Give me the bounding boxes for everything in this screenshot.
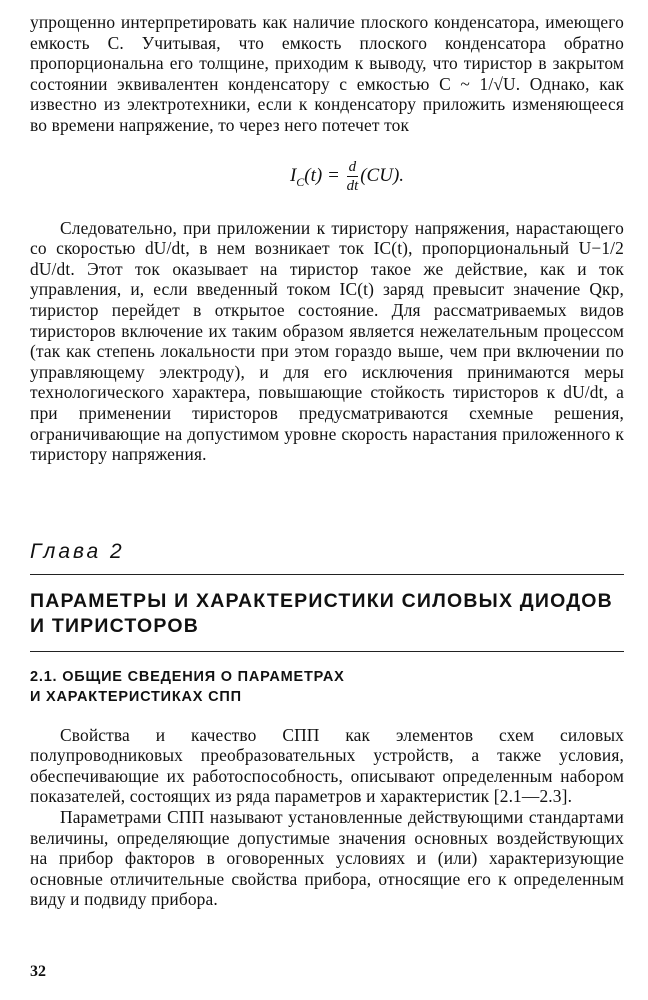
formula-lhs-subscript: C (296, 174, 305, 189)
fraction-denominator: dt (346, 177, 359, 194)
paragraph-properties: Свойства и качество СПП как элементов схем силовых полупроводниковых преобразовательных устройств, а также условия, обеспечивающие их работоспособность, описывают определенным набором показателей, состоящих из ряда параметров и характеристик [2.1—2.3]. (30, 724, 624, 807)
formula-rhs: (CU). (360, 164, 405, 186)
chapter-label: Глава 2 (30, 539, 125, 563)
fraction-numerator: d (347, 158, 359, 177)
chapter-bottom-rule (30, 651, 624, 652)
paragraph-intro: упрощенно интерпретировать как наличие плоского конденсатора, имеющего емкость C. Учитывая, что емкость плоского конденсатора обратно пропорциональна его толщине, приходим к выводу, что тиристор в закрытом состоянии эквивалентен конденсатору с емкостью C ~ 1/√U. Однако, как известно из электротехники, если к конденсатору приложить изменяющееся во времени напряжение, то через него потечет ток (30, 12, 624, 135)
chapter-top-rule (30, 574, 624, 575)
section-title (30, 667, 624, 707)
formula-capacitor-current (70, 152, 624, 200)
page-content (30, 12, 624, 910)
section-title-line-2: И ХАРАКТЕРИСТИКАХ СПП (30, 688, 242, 705)
section-title-line-1: 2.1. ОБЩИЕ СВЕДЕНИЯ О ПАРАМЕТРАХ (30, 668, 345, 685)
paragraph-dudt-effect: Следовательно, при приложении к тиристору напряжения, нарастающего со скоростью dU/dt, в нем возникает ток IC(t), пропорциональный U−1/2 dU/dt. Этот ток оказывает на тиристор такое же действие, как и ток управления, и, если введенный током IC(t) заряд превысит значение Qкр, тиристор перейдет в открытое состояние. Для рассматриваемых видов тиристоров включение их таким образом является нежелательным процессом (так как степень локальности при этом гораздо выше, чем при включении по управляющему электроду), и для его исключения принимаются меры технологического характера, повышающие стойкость тиристоров к dU/dt, а при применении тиристоров предусматриваются схемные решения, ограничивающие на допустимом уровне скорость нарастания приложенного к тиристору напряжения. (30, 217, 624, 465)
formula-lhs: I (289, 164, 297, 186)
chapter-title: ПАРАМЕТРЫ И ХАРАКТЕРИСТИКИ СИЛОВЫХ ДИОДОВ И ТИРИСТОРОВ (30, 589, 613, 637)
page-number: 32 (30, 963, 46, 980)
formula-lhs-arg: (t) = (304, 164, 340, 186)
formula-derivative-fraction (347, 158, 359, 195)
paragraph-parameters-definition: Параметрами СПП называют установленные действующими стандартами величины, определяющие допустимые значения основных воздействующих на прибор факторов в оговоренных условиях и (или) характеризующие основные отличительные свойства прибора, относящие его к определенным виду и подвиду прибора. (30, 807, 624, 910)
